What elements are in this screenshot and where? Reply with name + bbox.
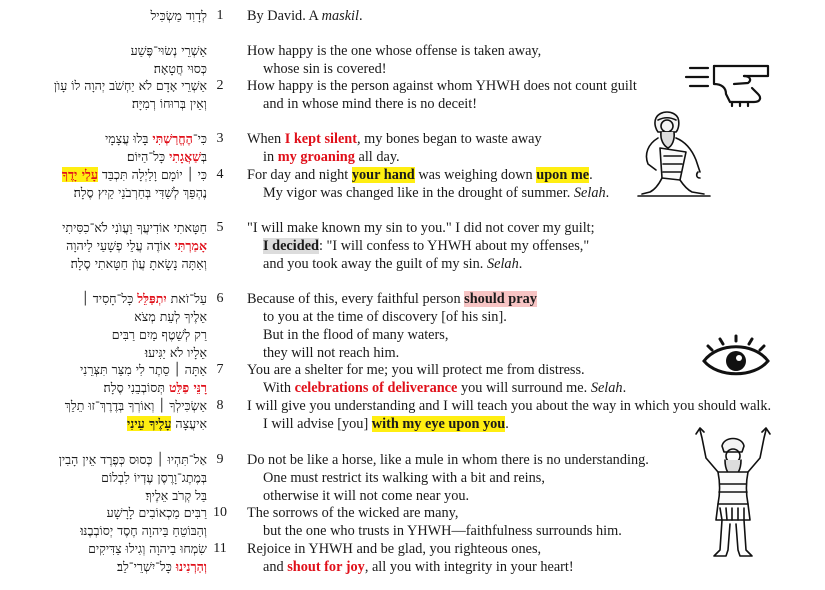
hebrew-line: כִּי־הֶחֱרַשְׁתִּי בָּלוּ עֲצָמָי (105, 131, 207, 146)
verse-number: 5 (216, 220, 224, 235)
hebrew-line: אַשְׂכִּילְךָ ׀ וְאוֹרְךָ בְּדֶרֶךְ־זוּ תֵלֵךְ (64, 398, 207, 413)
hebrew-line: רַק לְשֵׁטֶף מַיִם רַבִּים (111, 327, 207, 342)
verse-number: 2 (216, 78, 224, 93)
english-line: My vigor was changed like in the drought of summer. Selah. (263, 185, 610, 201)
highlight-gray: I decided (263, 238, 320, 254)
hebrew-line: בְּמֶתֶג־וָרֶסֶן עֶדְיוֹ לִבְלוֹם (101, 470, 207, 485)
hebrew-emphasis: הֶחֱרַשְׁתִּי (152, 131, 193, 146)
english-line: By David. A maskil. (247, 8, 363, 24)
english-line: they will not reach him. (263, 345, 400, 361)
english-line: Do not be like a horse, like a mule in whom there is no understanding. (247, 452, 649, 468)
hebrew-line: כִּי ׀ יוֹמָם וָלַיְלָה תִּכְבַּד עָלַי יָדֶךָ (61, 167, 207, 182)
verse-number: 3 (216, 131, 224, 146)
verse-number: 1 (216, 8, 224, 23)
english-line: When I kept silent, my bones began to waste away (247, 131, 542, 147)
emphasis-red: celebrations of deliverance (294, 380, 458, 396)
emphasis-red: my groaning (277, 149, 355, 165)
highlight-yellow: your hand (351, 167, 415, 183)
english-line: With celebrations of deliverance you will surround me. Selah. (263, 380, 627, 396)
hebrew-emphasis: רָנֵּי פַלֵּט (168, 380, 207, 395)
verse-number: 8 (216, 398, 224, 413)
english-line: For day and night your hand was weighing down upon me. (247, 167, 593, 183)
hebrew-line: רַבִּים מַכְאוֹבִים לָרָשָׁע (106, 505, 207, 520)
hebrew-line: רָנֵּי פַלֵּט תְּסוֹבְבֵנִי סֶלָה׃ (103, 380, 207, 395)
emphasis-red: shout for joy (287, 559, 365, 575)
hebrew-emphasis: יִתְפַּלֵּל (137, 291, 167, 306)
hebrew-line: בְּשַׁאֲגָתִי כָּל־הַיּוֹם׃ (126, 149, 207, 164)
highlight-pink: should pray (464, 291, 537, 307)
hebrew-line: וְהַבּוֹטֵחַ בַּיהוָה חֶסֶד יְסוֹבְבֶנּוּ׃ (80, 523, 207, 538)
english-line: Rejoice in YHWH and be glad, you righteous ones, (247, 541, 542, 557)
emphasis-red: I kept silent (284, 131, 358, 147)
english-line: I will give you understanding and I will teach you about the way in which you should walk. (247, 398, 772, 414)
verse-number: 4 (216, 167, 224, 182)
hebrew-line: אַתָּה ׀ סֵתֶר לִי מִצַּר תִּצְּרֵנִי (80, 362, 207, 377)
hebrew-emphasis: אָמַרְתִּי (174, 238, 207, 253)
hebrew-line: חַטָּאתִי אוֹדִיעֲךָ וַעֲוֺנִי לֹא־כִסִּיתִי (62, 220, 207, 235)
eye-icon (700, 334, 772, 384)
english-line: to you at the time of discovery [of his sin]. (263, 309, 507, 325)
english-line: How happy is the person against whom YHWH does not count guilt (247, 78, 637, 94)
hebrew-line: כְּסוּי חֲטָאָה׃ (153, 61, 207, 76)
hebrew-emphasis: שַׁאֲגָתִי (169, 149, 201, 164)
hebrew-line: שִׂמְחוּ בַיהוָה וְגִילוּ צַדִּיקִים (88, 541, 207, 556)
hebrew-line: אַל־תִּהְיוּ ׀ כְּסוּס כְּפֶרֶד אֵין הָבִין (58, 452, 207, 467)
english-line: otherwise it will not come near you. (263, 488, 470, 504)
english-line: "I will make known my sin to you." I did not cover my guilt; (247, 220, 595, 236)
english-line: and you took away the guilt of my sin. Selah. (263, 256, 523, 272)
english-line: I will advise [you] with my eye upon you. (263, 416, 509, 432)
verse-number: 6 (216, 291, 224, 306)
hebrew-line: בַּל קְרֹב אֵלֶיךָ׃ (145, 488, 207, 503)
hebrew-line: אַשְׁרֵי אָדָם לֹא יַחְשֹׁב יְהוָה לוֹ עָוֺן (53, 78, 207, 93)
hebrew-line: לְדָוִד מַשְׂכִּיל (150, 8, 207, 23)
hebrew-line: אֵלָיו לֹא יַגִּיעוּ׃ (144, 345, 207, 360)
verse-number: 7 (216, 362, 224, 377)
english-line: and shout for joy, all you with integrity in your heart! (263, 559, 574, 575)
rejoicing-man-icon (692, 424, 774, 566)
hebrew-line: וְאַתָּה נָשָׂאתָ עֲוֺן חַטָּאתִי סֶלָה׃ (70, 256, 207, 271)
hebrew-line: עַל־זֹאת יִתְפַּלֵּל כָּל־חָסִיד ׀ (81, 291, 207, 306)
hebrew-line: אִיעֲצָה עָלֶיךָ עֵינִי (127, 416, 207, 431)
english-line: I decided: "I will confess to YHWH about my offenses," (263, 238, 590, 254)
english-line: You are a shelter for me; you will protect me from distress. (247, 362, 585, 378)
hebrew-line: אָמַרְתִּי אוֹדֶה עֲלֵי פְשָׁעַי לַיהוָה (66, 238, 207, 253)
highlight-yellow: with my eye upon you (371, 416, 506, 432)
english-line: in my groaning all day. (263, 149, 400, 165)
highlight-yellow: upon me (536, 167, 590, 183)
english-line: and in whose mind there is no deceit! (263, 96, 477, 112)
hebrew-emphasis: עָלַי יָדֶךָ (61, 167, 98, 182)
hebrew-emphasis: וְהַרְנִינוּ (175, 559, 207, 574)
english-line: Because of this, every faithful person should pray (247, 291, 537, 307)
english-line: but the one who trusts in YHWH—faithfulness surrounds him. (263, 523, 622, 539)
hebrew-line: וְאֵין בְּרוּחוֹ רְמִיָּה׃ (131, 96, 207, 111)
english-line: One must restrict its walking with a bit and reins, (263, 470, 545, 486)
hebrew-emphasis: עָלֶיךָ עֵינִי (127, 416, 172, 431)
pressing-hand-icon (682, 62, 774, 108)
english-line: The sorrows of the wicked are many, (247, 505, 459, 521)
english-line: whose sin is covered! (263, 61, 387, 77)
hebrew-line: וְהַרְנִינוּ כָּל־יִשְׁרֵי־לֵב׃ (116, 559, 207, 574)
english-line: But in the flood of many waters, (263, 327, 449, 343)
hebrew-line: אֵלֶיךָ לְעֵת מְצֹא (134, 309, 207, 324)
verse-number: 9 (216, 452, 224, 467)
verse-number: 11 (213, 541, 227, 556)
hebrew-line: נֶהְפַּךְ לְשַׁדִּי בְּחַרְבֹנֵי קַיִץ סֶלָה׃ (73, 185, 207, 200)
verse-number: 10 (213, 505, 227, 520)
groaning-man-icon (630, 108, 718, 200)
hebrew-line: אַשְׁרֵי נְשׂוּי־פֶּשַׁע (130, 43, 207, 58)
english-line: How happy is the one whose offense is taken away, (247, 43, 542, 59)
